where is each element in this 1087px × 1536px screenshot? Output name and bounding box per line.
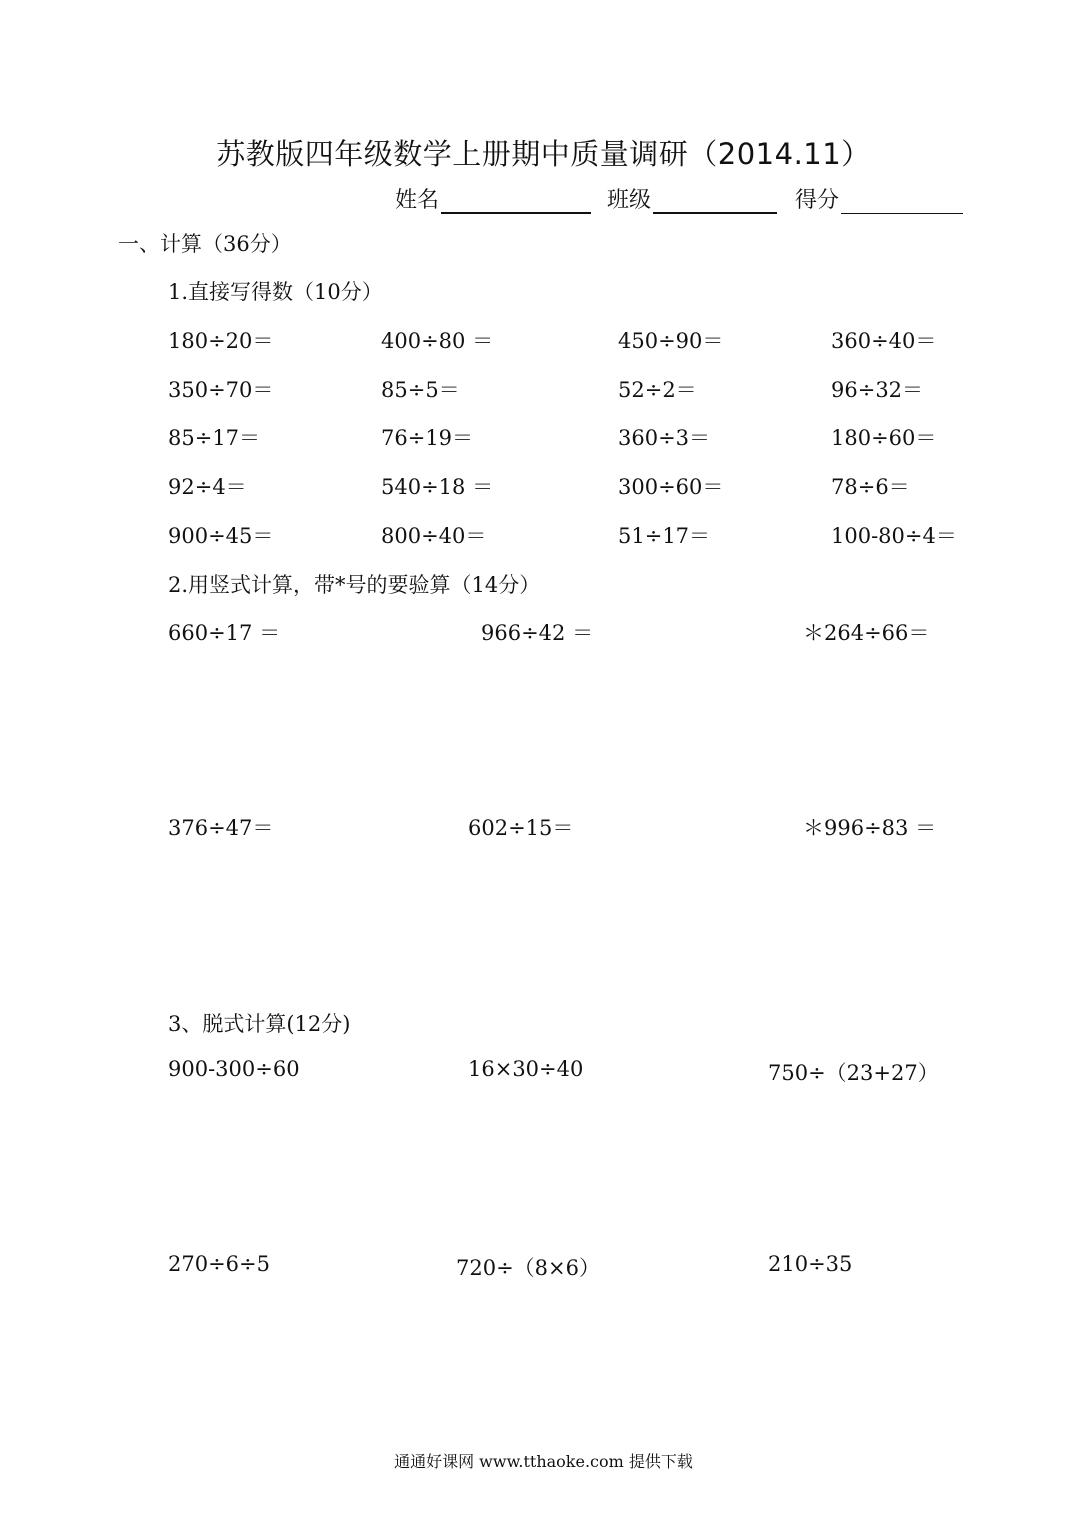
mental-item: 900÷45＝ bbox=[168, 524, 274, 548]
class-blank bbox=[653, 188, 777, 214]
step-calc-item: 16×30÷40 bbox=[468, 1057, 584, 1081]
score-field bbox=[795, 183, 963, 214]
mental-item: 180÷60＝ bbox=[831, 426, 937, 450]
name-field bbox=[395, 183, 591, 214]
mental-item: 78÷6＝ bbox=[831, 475, 910, 499]
class-label: 班级 bbox=[607, 188, 652, 213]
mental-item: 300÷60＝ bbox=[618, 475, 724, 499]
class-field bbox=[607, 183, 777, 214]
vertical-calc-item: 660÷17 ＝ bbox=[168, 621, 281, 645]
vertical-calc-item: 966÷42 ＝ bbox=[481, 621, 594, 645]
step-calc-item: 750÷（23+27） bbox=[768, 1061, 939, 1085]
footer-credit: 通通好课网 www.tthaoke.com 提供下载 bbox=[394, 1452, 693, 1471]
mental-item: 92÷4＝ bbox=[168, 475, 247, 499]
mental-item: 350÷70＝ bbox=[168, 378, 274, 402]
vertical-calc-item: 376÷47＝ bbox=[168, 816, 274, 840]
step-calc-item: 210÷35 bbox=[768, 1252, 853, 1276]
vertical-calc-item: ＊264÷66＝ bbox=[803, 621, 930, 645]
name-blank bbox=[441, 188, 591, 214]
part-2-heading: 2.用竖式计算，带*号的要验算（14分） bbox=[168, 573, 541, 597]
mental-item: 100-80÷4＝ bbox=[831, 524, 957, 548]
mental-item: 360÷40＝ bbox=[831, 329, 937, 353]
step-calc-item: 900-300÷60 bbox=[168, 1057, 300, 1081]
mental-item: 85÷17＝ bbox=[168, 426, 261, 450]
part-3-heading: 3、脱式计算(12分) bbox=[168, 1012, 351, 1036]
page-title: 苏教版四年级数学上册期中质量调研（2014.11） bbox=[216, 137, 871, 171]
step-calc-item: 720÷（8×6） bbox=[456, 1256, 600, 1280]
mental-item: 450÷90＝ bbox=[618, 329, 724, 353]
mental-item: 540÷18 ＝ bbox=[381, 475, 494, 499]
mental-item: 180÷20＝ bbox=[168, 329, 274, 353]
score-blank bbox=[841, 189, 963, 214]
mental-item: 76÷19＝ bbox=[381, 426, 474, 450]
mental-item: 85÷5＝ bbox=[381, 378, 460, 402]
vertical-calc-item: ＊996÷83 ＝ bbox=[803, 816, 937, 840]
mental-item: 51÷17＝ bbox=[618, 524, 711, 548]
part-1-heading: 1.直接写得数（10分） bbox=[168, 280, 383, 304]
score-label: 得分 bbox=[795, 188, 840, 213]
name-label: 姓名 bbox=[395, 188, 440, 213]
vertical-calc-item: 602÷15＝ bbox=[468, 816, 574, 840]
mental-item: 400÷80 ＝ bbox=[381, 329, 494, 353]
mental-item: 360÷3＝ bbox=[618, 426, 711, 450]
step-calc-item: 270÷6÷5 bbox=[168, 1252, 270, 1276]
mental-item: 52÷2＝ bbox=[618, 378, 697, 402]
section-1-heading: 一、计算（36分） bbox=[118, 232, 292, 256]
mental-item: 96÷32＝ bbox=[831, 378, 924, 402]
mental-item: 800÷40＝ bbox=[381, 524, 487, 548]
